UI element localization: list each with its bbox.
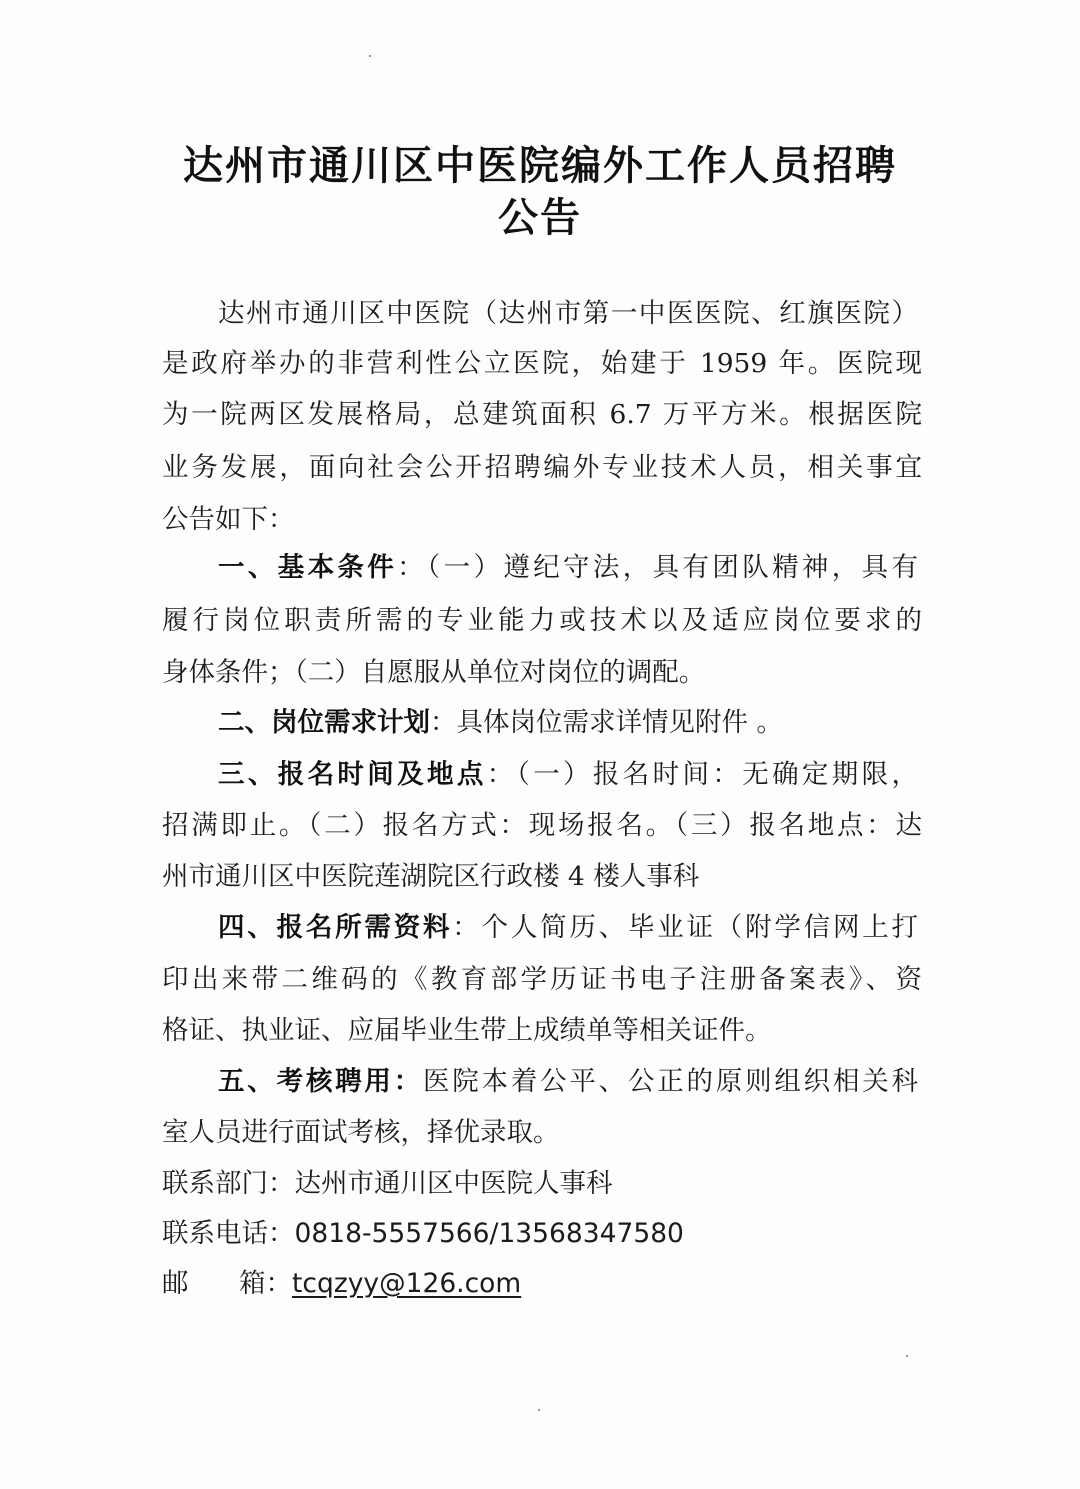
contact-email-link[interactable]: tcqzyy@126.com [292,1268,522,1299]
section3-line1 [218,757,918,793]
scan-speck [538,1409,540,1411]
section1-heading: 一、基本条件 [218,552,398,583]
section5-line1-text: 医院本着公平、公正的原则组织相关科 [422,1066,919,1097]
intro-line-5: 公告如下： [162,504,295,535]
section1-line2: 履行岗位职责所需的专业能力或技术以及适应岗位要求的 [162,605,922,636]
intro-line-4: 业务发展，面向社会公开招聘编外专业技术人员，相关事宜 [162,452,922,483]
section2-line1-text: ：具体岗位需求详情见附件 。 [430,707,783,738]
section2-heading: 二、岗位需求计划 [218,707,430,738]
section5-line1 [218,1064,918,1100]
section2-line1 [218,705,918,741]
document-title-line1: 达州市通川区中医院编外工作人员招聘 [183,143,897,189]
contact-phone [162,1216,922,1252]
contact-dept [162,1166,922,1202]
section5-heading: 五、考核聘用： [218,1066,423,1097]
contact-dept-value: 达州市通川区中医院人事科 [294,1168,613,1199]
contact-email-label: 邮 箱： [162,1268,293,1299]
contact-phone-label: 联系电话： [162,1218,295,1249]
section5-line2: 室人员进行面试考核，择优录取。 [162,1117,560,1148]
section4-line3: 格证、执业证、应届毕业生带上成绩单等相关证件。 [162,1015,772,1046]
section3-line2: 招满即止。（二）报名方式：现场报名。（三）报名地点：达 [162,810,922,841]
intro-line-1: 达州市通川区中医院（达州市第一中医医院、红旗医院） [218,298,918,329]
section1-line1 [218,550,918,586]
contact-phone-value: 0818-5557566/13568347580 [294,1218,684,1249]
contact-email [162,1266,922,1302]
section1-line3: 身体条件；（二）自愿服从单位对岗位的调配。 [162,657,706,688]
intro-line-3: 为一院两区发展格局，总建筑面积 6.7 万平方米。根据医院 [162,399,922,430]
section4-line1 [218,910,918,946]
contact-dept-label: 联系部门： [162,1168,295,1199]
scan-speck [906,1355,908,1357]
scan-speck [369,55,371,57]
section3-line1-text: ：（一）报名时间：无确定期限， [486,759,919,790]
section1-line1-text: ：（一）遵纪守法，具有团队精神，具有 [397,552,919,583]
intro-line-2: 是政府举办的非营利性公立医院，始建于 1959 年。医院现 [162,348,922,379]
section4-line2: 印出来带二维码的《教育部学历证书电子注册备案表》、资 [162,964,922,995]
document-title-line2: 公告 [498,195,582,241]
section4-heading: 四、报名所需资料 [218,912,453,943]
section4-line1-text: ：个人简历、毕业证（附学信网上打 [452,912,919,943]
section3-line3: 州市通川区中医院莲湖院区行政楼 4 楼人事科 [162,861,700,892]
section3-heading: 三、报名时间及地点 [218,759,487,790]
